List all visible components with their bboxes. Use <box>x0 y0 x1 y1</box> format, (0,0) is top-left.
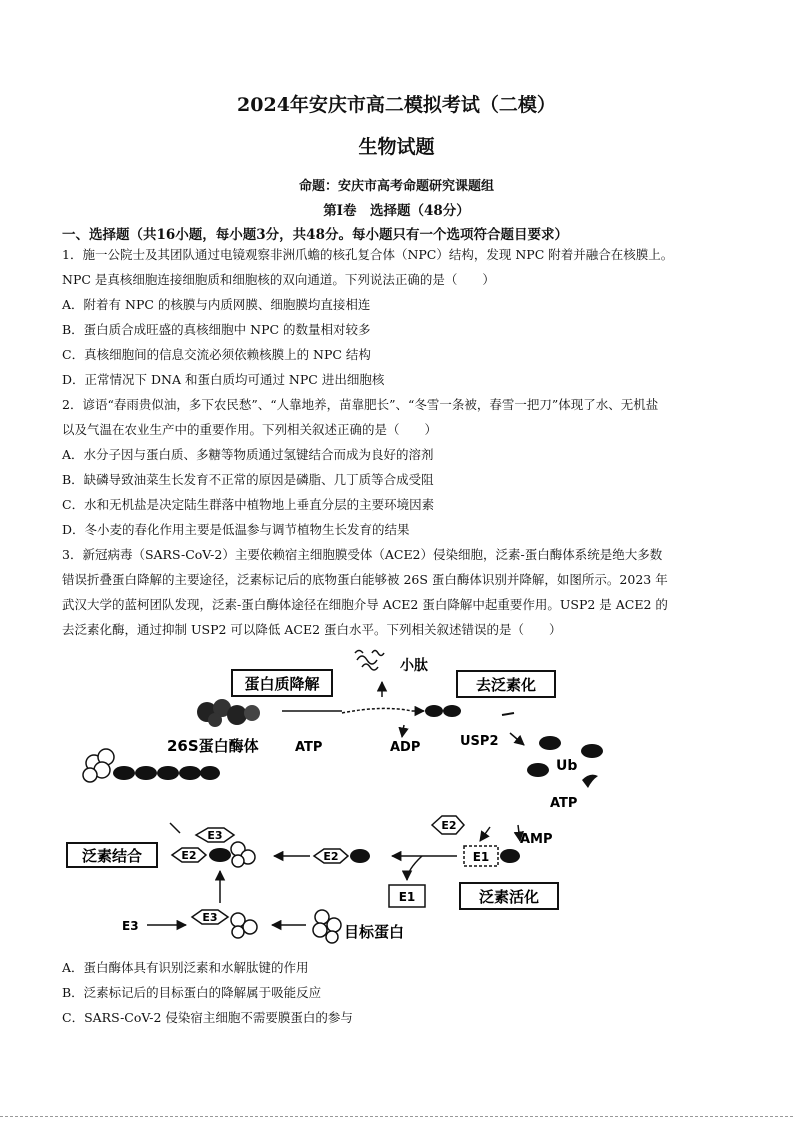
ubiquitin-released-2 <box>443 705 461 717</box>
q1-option-c: C．真核细胞间的信息交流必须依赖核膜上的 NPC 结构 <box>62 347 371 362</box>
ubiquitin-released-1 <box>425 705 443 717</box>
atp-right-label: ATP <box>550 796 578 811</box>
small-peptide-icon <box>355 651 384 671</box>
usp2-arrow <box>510 733 524 745</box>
small-peptide-label: 小肽 <box>400 658 428 674</box>
ubiquitin-free-3 <box>527 763 549 777</box>
q3-option-a: A．蛋白酶体具有识别泛素和水解肽键的作用 <box>62 960 309 975</box>
q3-option-c: C．SARS-CoV-2 侵染宿主细胞不需要膜蛋白的参与 <box>62 1010 353 1025</box>
q3-stem-line2: 错误折叠蛋白降解的主要途径，泛素标记后的底物蛋白能够被 26S 蛋白酶体识别并降解，如图所示。2023 年 <box>62 572 668 587</box>
target-protein-icon <box>313 910 341 943</box>
author-line: 命题：安庆市高考命题研究课题组 <box>298 179 494 194</box>
e2-label-a: E2 <box>181 849 197 862</box>
e1-release-curve <box>407 856 422 880</box>
ubiquitin-bound-a <box>209 848 231 862</box>
ubiquitin-binding-label: 泛素结合 <box>81 847 143 865</box>
degradation-label: 蛋白质降解 <box>244 675 320 693</box>
ubiquitin-chain-top <box>113 766 220 780</box>
ubiquitin-bound-b <box>350 849 370 863</box>
deubiquitination-label: 去泛素化 <box>475 676 537 694</box>
ubiquitin-proteasome-figure <box>62 645 622 950</box>
ubiquitin-free-2 <box>581 744 603 758</box>
adp-arrow <box>402 725 404 737</box>
adp-label: ADP <box>390 740 421 755</box>
e2-label-c: E2 <box>441 819 457 832</box>
amp-label: AMP <box>520 832 553 847</box>
q1-option-b: B．蛋白质合成旺盛的真核细胞中 NPC 的数量相对较多 <box>62 322 371 337</box>
e3-label-b: E3 <box>202 911 218 924</box>
e1-label-b: E1 <box>398 890 416 904</box>
q2-option-b: B．缺磷导致油菜生长发育不正常的原因是磷脂、几丁质等合成受阻 <box>62 472 434 487</box>
substrate-cluster-b <box>231 913 257 938</box>
q3-stem-line1: 3．新冠病毒（SARS-CoV-2）主要依赖宿主细胞膜受体（ACE2）侵染细胞，泛素-蛋白酶体系统是绝大多数 <box>62 547 663 562</box>
substrate-cluster-a <box>231 842 255 867</box>
ubiquitin-on-e1 <box>500 849 520 863</box>
e3-label-c: E3 <box>122 919 139 933</box>
adp-curve <box>342 708 412 713</box>
q3-stem-line4: 去泛素化酶，通过抑制 USP2 可以降低 ACE2 蛋白水平。下列相关叙述错误的是（ ） <box>62 622 562 637</box>
substrate-cluster-top <box>83 749 114 782</box>
e1-label-a: E1 <box>472 850 490 864</box>
q1-stem-line2: NPC 是真核细胞连接细胞质和细胞核的双向通道。下列说法正确的是（ ） <box>62 272 495 287</box>
main-title: 2024年安庆市高二模拟考试（二模） <box>237 94 556 116</box>
q2-option-d: D．冬小麦的春化作用主要是低温参与调节植物生长发育的结果 <box>62 522 410 537</box>
ubiquitin-dash <box>502 713 514 715</box>
binding-tick <box>170 823 180 833</box>
e2-label-b: E2 <box>323 850 339 863</box>
part-heading: 一、选择题（共16小题，每小题3分，共48分。每小题只有一个选项符合题目要求） <box>62 227 568 243</box>
q2-stem-line1: 2．谚语“春雨贵似油，多下农民愁”、“人靠地养，苗靠肥长”、“冬雪一条被，春雪一把刀”体现了水、无机盐 <box>62 397 659 412</box>
q1-option-a: A．附着有 NPC 的核膜与内质网膜、细胞膜均直接相连 <box>62 297 371 312</box>
ub-label: Ub <box>556 758 578 774</box>
q3-option-b: B．泛素标记后的目标蛋白的降解属于吸能反应 <box>62 985 322 1000</box>
ubiquitin-free-1 <box>539 736 561 750</box>
q3-stem-line3: 武汉大学的蓝柯团队发现，泛素-蛋白酶体途径在细胞介导 ACE2 蛋白降解中起重要作用。USP2 是 ACE2 的 <box>62 597 668 612</box>
q1-option-d: D．正常情况下 DNA 和蛋白质均可通过 NPC 进出细胞核 <box>62 372 385 387</box>
proteasome-label: 26S蛋白酶体 <box>167 737 259 755</box>
proteasome-icon <box>197 699 260 727</box>
subject-title: 生物试题 <box>358 136 435 158</box>
usp2-label: USP2 <box>460 734 499 749</box>
q2-option-c: C．水和无机盐是决定陆生群落中植物地上垂直分层的主要环境因素 <box>62 497 435 512</box>
section-heading: 第Ⅰ卷 选择题（48分） <box>323 203 470 219</box>
atp-top-label: ATP <box>295 740 323 755</box>
target-protein-label: 目标蛋白 <box>344 923 405 941</box>
q2-option-a: A．水分子因与蛋白质、多糖等物质通过氢键结合而成为良好的溶剂 <box>62 447 434 462</box>
q2-stem-line2: 以及气温在农业生产中的重要作用。下列相关叙述正确的是（ ） <box>62 422 438 437</box>
ubiquitin-fragment <box>582 775 598 788</box>
ubiquitin-activation-label: 泛素活化 <box>478 888 540 906</box>
page-bottom-rule <box>0 1116 793 1118</box>
q1-stem-line1: 1．施一公院士及其团队通过电镜观察非洲爪蟾的核孔复合体（NPC）结构，发现 NPC 附着并融合在核膜上。 <box>62 247 674 262</box>
e2-in-arrow <box>480 827 490 841</box>
e3-label-a: E3 <box>207 829 223 842</box>
